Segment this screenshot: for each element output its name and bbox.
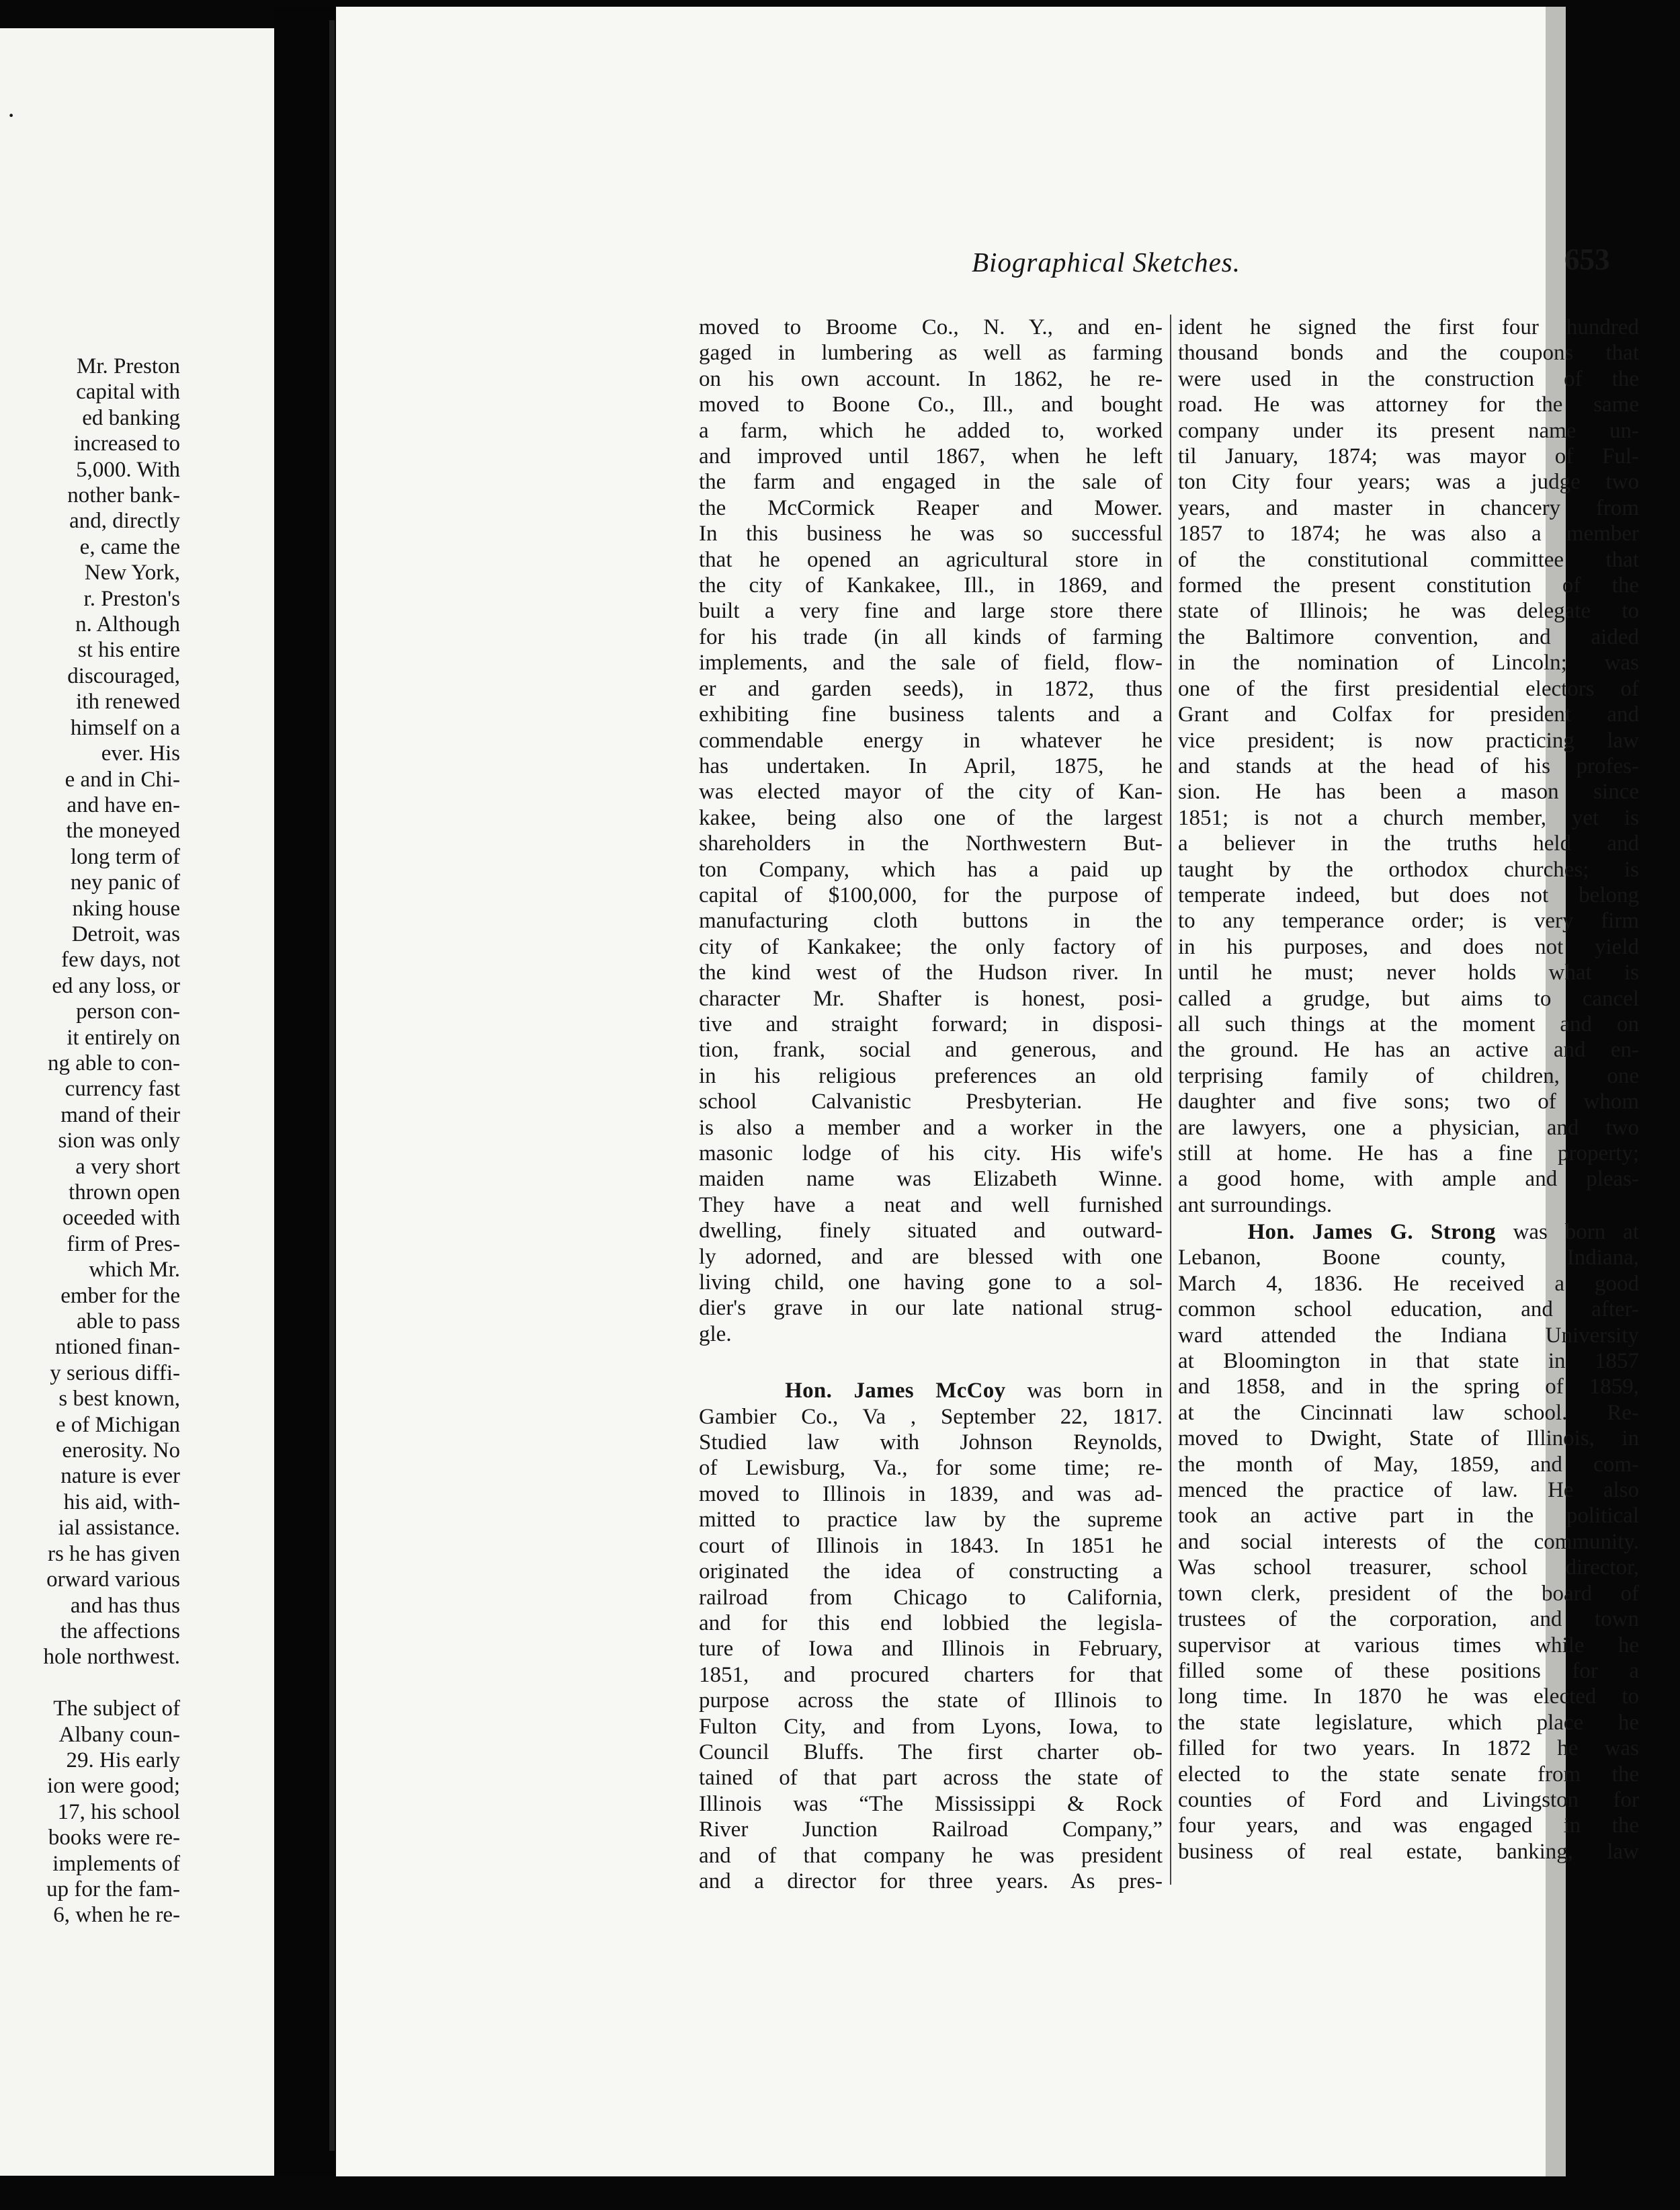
text-line: ant surroundings.	[1178, 1192, 1333, 1217]
text-line: Gambier Co., Va , September 22, 1817.	[699, 1404, 1163, 1429]
text-line: er and garden seeds), in 1872, thus	[699, 676, 1163, 701]
text-line: elected to the state senate from the	[1178, 1762, 1639, 1787]
column-1	[699, 315, 1163, 1894]
text-line: gaged in lumbering as well as farming	[699, 341, 1163, 366]
text-line: and for this end lobbied the legisla-	[699, 1610, 1163, 1635]
text-line: mand of their	[60, 1102, 180, 1127]
strong-biography	[1178, 1245, 1639, 1865]
text-line: for his trade (in all kinds of farming	[699, 624, 1163, 649]
strong-first-line-rest: was born at	[1495, 1220, 1639, 1244]
text-line: Was school treasurer, school director,	[1178, 1555, 1639, 1580]
text-line: terprising family of children, one	[1178, 1063, 1639, 1088]
text-line: court of Illinois in 1843. In 1851 he	[699, 1533, 1163, 1558]
text-line: filled for two years. In 1872 he was	[1178, 1736, 1639, 1761]
text-line: ed any loss, or	[52, 973, 180, 998]
text-line: sion was only	[58, 1129, 180, 1153]
text-line: increased to	[73, 432, 180, 456]
text-line: the kind west of the Hudson river. In	[699, 960, 1163, 985]
text-line: a farm, which he added to, worked	[699, 418, 1163, 443]
text-line: city of Kankakee; the only factory of	[699, 934, 1163, 959]
running-head: Biographical Sketches.	[972, 247, 1241, 278]
text-line: it entirely on	[67, 1025, 180, 1050]
text-line: nature is ever	[60, 1464, 180, 1489]
mccoy-first-line	[699, 1378, 1163, 1403]
text-line: the ground. He has an active and en-	[1178, 1038, 1639, 1063]
text-line: ng able to con-	[47, 1051, 180, 1075]
text-line: railroad from Chicago to California,	[699, 1585, 1163, 1610]
text-line: and 1858, and in the spring of 1859,	[1178, 1375, 1639, 1399]
strong-name: Hon. James G. Strong	[1247, 1220, 1496, 1244]
text-line: Studied law with Johnson Reynolds,	[699, 1430, 1163, 1455]
text-line: and stands at the head of his profes-	[1178, 753, 1639, 778]
text-line: Fulton City, and from Lyons, Iowa, to	[699, 1714, 1163, 1739]
text-line: tion, frank, social and generous, and	[699, 1038, 1163, 1063]
text-line: long time. In 1870 he was elected to	[1178, 1684, 1639, 1709]
text-line: counties of Ford and Livingston for	[1178, 1787, 1639, 1812]
text-line: the farm and engaged in the sale of	[699, 470, 1163, 495]
text-line	[0, 1670, 180, 1696]
text-line: books were re-	[48, 1826, 180, 1850]
text-line: one of the first presidential electors of	[1178, 676, 1639, 701]
text-line: River Junction Railroad Company,”	[699, 1817, 1163, 1842]
text-line: took an active part in the political	[1178, 1504, 1639, 1528]
text-line: implements of	[52, 1851, 180, 1876]
text-line: nking house	[72, 896, 180, 921]
text-line: ith renewed	[76, 690, 180, 714]
text-line: tive and straight forward; in disposi-	[699, 1012, 1163, 1036]
text-line: 17, his school	[57, 1799, 180, 1824]
text-line: capital of $100,000, for the purpose of	[699, 883, 1163, 907]
column-3	[1178, 1219, 1639, 1865]
text-line: of Lewisburg, Va., for some time; re-	[699, 1456, 1163, 1481]
text-line: firm of Pres-	[67, 1231, 180, 1256]
text-line: enerosity. No	[62, 1438, 180, 1463]
text-line: menced the practice of law. He also	[1178, 1478, 1639, 1503]
text-line: road. He was attorney for the same	[1178, 393, 1639, 417]
text-line: vice president; is now practicing law	[1178, 728, 1639, 753]
strong-first-line	[1178, 1219, 1639, 1245]
text-line: originated the idea of constructing a	[699, 1559, 1163, 1584]
text-line: ember for the	[60, 1283, 180, 1308]
text-line: taught by the orthodox churches; is	[1178, 857, 1639, 882]
text-line: filled some of these positions for a	[1178, 1658, 1639, 1683]
text-line: orward various	[46, 1567, 180, 1592]
page-number: 653	[1564, 243, 1610, 276]
text-line: able to pass	[77, 1309, 180, 1334]
text-line: moved to Dwight, State of Illinois, in	[1178, 1426, 1639, 1451]
text-line: called a grudge, but aims to cancel	[1178, 986, 1639, 1011]
text-line: The subject of	[53, 1696, 180, 1721]
text-line: r. Preston's	[83, 586, 180, 611]
shafter-biography	[699, 315, 1163, 1347]
text-line: 29. His early	[66, 1748, 180, 1772]
text-line: business of real estate, banking, law	[1178, 1839, 1639, 1864]
text-line: ntioned finan-	[54, 1335, 180, 1360]
text-line: currency fast	[65, 1077, 180, 1102]
text-line: and has thus	[70, 1593, 180, 1618]
text-line: moved to Illinois in 1839, and was ad-	[699, 1481, 1163, 1506]
column-2	[1178, 315, 1639, 1218]
text-line: commendable energy in whatever he	[699, 728, 1163, 753]
text-line: the state legislature, which place he	[1178, 1710, 1639, 1735]
text-line: ton City four years; was a judge two	[1178, 470, 1639, 495]
text-line: his aid, with-	[63, 1489, 180, 1514]
text-line: state of Illinois; he was delegate to	[1178, 599, 1639, 624]
text-line: gle.	[699, 1321, 732, 1346]
text-line: years, and master in chancery from	[1178, 495, 1639, 520]
text-line: few days, not	[61, 948, 180, 973]
text-line: exhibiting fine business talents and a	[699, 702, 1163, 727]
text-line: hole northwest.	[43, 1645, 180, 1670]
text-line: and of that company he was president	[699, 1843, 1163, 1868]
text-line: Council Bluffs. The first charter ob-	[699, 1740, 1163, 1764]
text-line: In this business he was so successful	[699, 522, 1163, 546]
text-line: built a very fine and large store there	[699, 599, 1163, 624]
text-line: in the nomination of Lincoln; was	[1178, 651, 1639, 676]
text-line: shareholders in the Northwestern But-	[699, 831, 1163, 856]
text-line: school Calvanistic Presbyterian. He	[699, 1090, 1163, 1114]
text-line: capital with	[76, 380, 180, 405]
text-line: discouraged,	[67, 663, 180, 688]
text-line: ward attended the Indiana University	[1178, 1323, 1639, 1348]
text-line: moved to Boone Co., Ill., and bought	[699, 393, 1163, 417]
text-line: and improved until 1867, when he left	[699, 444, 1163, 469]
text-line: all such things at the moment and on	[1178, 1012, 1639, 1036]
text-line: the moneyed	[66, 819, 180, 844]
text-line: long term of	[70, 844, 180, 869]
text-line: town clerk, president of the board of	[1178, 1581, 1639, 1606]
text-line: has undertaken. In April, 1875, he	[699, 753, 1163, 778]
left-page-text-column	[0, 354, 180, 1928]
text-line: the Baltimore convention, and aided	[1178, 624, 1639, 649]
text-line: implements, and the sale of field, flow-	[699, 651, 1163, 676]
text-line: They have a neat and well furnished	[699, 1192, 1163, 1217]
text-line: s best known,	[58, 1387, 180, 1411]
text-line: in his religious preferences an old	[699, 1063, 1163, 1088]
page-gutter	[274, 7, 336, 2176]
text-line: n. Although	[75, 612, 180, 637]
text-line: himself on a	[70, 715, 180, 740]
text-line: 5,000. With	[76, 457, 180, 482]
text-line: and a director for three years. As pres-	[699, 1869, 1163, 1893]
page-speck: ·	[7, 100, 16, 130]
text-line: company under its present name un-	[1178, 418, 1639, 443]
text-line: was elected mayor of the city of Kan-	[699, 780, 1163, 805]
text-line: still at home. He has a fine property;	[1178, 1141, 1639, 1165]
text-line: in his purposes, and does not yield	[1178, 934, 1639, 959]
text-line: mitted to practice law by the supreme	[699, 1508, 1163, 1532]
text-line: Grant and Colfax for president and	[1178, 702, 1639, 727]
mccoy-name: Hon. James McCoy	[785, 1379, 1006, 1403]
text-line: formed the present constitution of the	[1178, 573, 1639, 598]
text-line: thrown open	[69, 1180, 180, 1204]
text-line: dwelling, finely situated and outward-	[699, 1219, 1163, 1243]
text-line: manufacturing cloth buttons in the	[699, 909, 1163, 934]
text-line: ture of Iowa and Illinois in February,	[699, 1637, 1163, 1662]
text-line: a good home, with ample and pleas-	[1178, 1167, 1639, 1192]
text-line: is also a member and a worker in the	[699, 1115, 1163, 1140]
text-line: ney panic of	[70, 870, 180, 895]
text-line: and social interests of the community.	[1178, 1529, 1639, 1554]
text-line: ever. His	[101, 741, 180, 766]
text-line: ion were good;	[47, 1774, 180, 1799]
text-line: the McCormick Reaper and Mower.	[699, 495, 1163, 520]
text-line: e and in Chi-	[65, 767, 180, 792]
text-line: purpose across the state of Illinois to	[699, 1688, 1163, 1713]
text-line: ed banking	[82, 405, 180, 430]
text-line: sion. He has been a mason since	[1178, 780, 1639, 805]
text-line: which Mr.	[89, 1258, 180, 1282]
text-line: ton Company, which has a paid up	[699, 857, 1163, 882]
text-line: a believer in the truths held and	[1178, 831, 1639, 856]
text-line: Albany coun-	[58, 1722, 180, 1747]
text-line: Illinois was “The Mississippi & Rock	[699, 1791, 1163, 1816]
mccoy-biography	[699, 1404, 1163, 1895]
text-line: supervisor at various times while he	[1178, 1633, 1639, 1658]
text-line: e of Michigan	[55, 1412, 180, 1437]
text-line: ial assistance.	[58, 1516, 180, 1541]
text-line: tained of that part across the state of	[699, 1766, 1163, 1791]
text-line: Mr. Preston	[76, 354, 180, 378]
text-line: temperate indeed, but does not belong	[1178, 883, 1639, 907]
column-divider	[1170, 315, 1171, 1885]
gutter-rule	[329, 20, 335, 2151]
text-line: trustees of the corporation, and town	[1178, 1607, 1639, 1632]
text-line: four years, and was engaged in the	[1178, 1813, 1639, 1838]
text-line: 1851; is not a church member, yet is	[1178, 805, 1639, 830]
text-line: rs he has given	[47, 1541, 180, 1566]
text-line: are lawyers, one a physician, and two	[1178, 1115, 1639, 1140]
text-line: at the Cincinnati law school. Re-	[1178, 1400, 1639, 1425]
text-line: Lebanon, Boone county, Indiana,	[1178, 1245, 1639, 1270]
text-line: oceeded with	[62, 1206, 180, 1231]
text-line: masonic lodge of his city. His wife's	[699, 1141, 1163, 1165]
text-line: the month of May, 1859, and com-	[1178, 1452, 1639, 1477]
text-line: nother bank-	[67, 483, 180, 508]
text-line: 1851, and procured charters for that	[699, 1662, 1163, 1687]
text-line: daughter and five sons; two of whom	[1178, 1090, 1639, 1114]
text-line: a very short	[75, 1154, 180, 1179]
text-line: thousand bonds and the coupons that	[1178, 341, 1639, 366]
right-page	[274, 7, 1639, 2176]
text-line: ly adorned, and are blessed with one	[699, 1244, 1163, 1269]
text-line: moved to Broome Co., N. Y., and en-	[699, 315, 1163, 339]
text-line: Detroit, was	[71, 922, 180, 946]
text-line: person con-	[76, 999, 180, 1024]
text-line: until he must; never holds what is	[1178, 960, 1639, 985]
text-line: March 4, 1836. He received a good	[1178, 1271, 1639, 1296]
text-line: the affections	[60, 1619, 180, 1643]
text-line: and, directly	[69, 509, 180, 534]
text-line: e, came the	[79, 534, 180, 559]
text-line: up for the fam-	[46, 1877, 180, 1901]
text-line: and have en-	[67, 792, 180, 817]
text-line: dier's grave in our late national strug-	[699, 1296, 1163, 1321]
text-line: common school education, and after-	[1178, 1297, 1639, 1322]
text-line: character Mr. Shafter is honest, posi-	[699, 986, 1163, 1011]
text-line: on his own account. In 1862, he re-	[699, 366, 1163, 391]
text-line: ident he signed the first four hundred	[1178, 315, 1639, 339]
text-line: at Bloomington in that state in 1857	[1178, 1349, 1639, 1374]
text-line: that he opened an agricultural store in	[699, 547, 1163, 572]
text-line: kakee, being also one of the largest	[699, 805, 1163, 830]
text-line: of the constitutional committee that	[1178, 547, 1639, 572]
text-line: st his entire	[77, 638, 180, 663]
text-line: maiden name was Elizabeth Winne.	[699, 1167, 1163, 1192]
text-line: were used in the construction of the	[1178, 366, 1639, 391]
text-line: to any temperance order; is very firm	[1178, 909, 1639, 934]
text-line: New York,	[84, 561, 180, 585]
text-line: 1857 to 1874; he was also a member	[1178, 522, 1639, 546]
text-line: til January, 1874; was mayor of Ful-	[1178, 444, 1639, 469]
text-line: living child, one having gone to a sol-	[699, 1270, 1163, 1295]
text-line: y serious diffi-	[50, 1360, 180, 1385]
mccoy-first-line-rest: was born in	[1005, 1379, 1163, 1403]
text-line: 6, when he re-	[53, 1903, 180, 1928]
text-line: the city of Kankakee, Ill., in 1869, and	[699, 573, 1163, 598]
